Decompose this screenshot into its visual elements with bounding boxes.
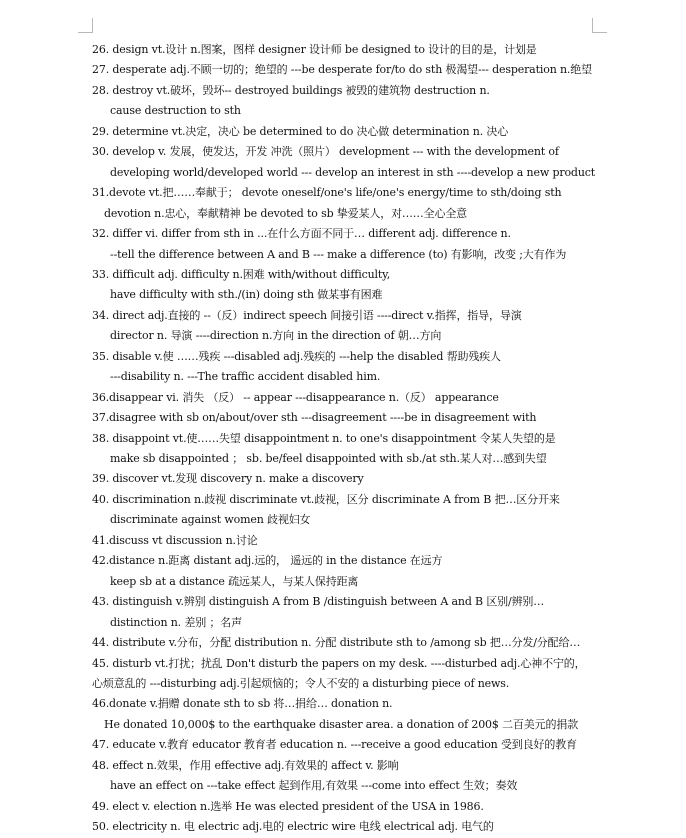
vocab-line: 50. electricity n. 电 electric adj.电的 electric wire 电线 electrical adj. 电气的 bbox=[92, 820, 494, 833]
crop-mark-top-left bbox=[78, 18, 93, 33]
vocab-line: 36.disappear vi. 消失 （反） -- appear ---disappearance n.（反） appearance bbox=[92, 391, 499, 404]
vocab-line: director n. 导演 ----direction n.方向 in the direction of 朝…方向 bbox=[110, 329, 442, 342]
crop-mark-top-right bbox=[592, 18, 607, 33]
vocab-line: 41.discuss vt discussion n.讨论 bbox=[92, 534, 258, 547]
vocab-line: He donated 10,000$ to the earthquake disaster area. a donation of 200$ 二百美元的捐款 bbox=[104, 718, 579, 731]
vocab-line: 29. determine vt.决定，决心 be determined to do 决心做 determination n. 决心 bbox=[92, 125, 509, 138]
vocab-line: 40. discrimination n.歧视 discriminate vt.歧视，区分 discriminate A from B 把…区分开来 bbox=[92, 493, 560, 506]
vocab-line: 44. distribute v.分布，分配 distribution n. 分配 distribute sth to /among sb 把…分发/分配给… bbox=[92, 636, 581, 649]
vocab-line: 30. develop v. 发展，使发达，开发 冲洗（照片） development --- with the development of bbox=[92, 145, 559, 158]
vocab-line: 28. destroy vt.破坏，毁坏-- destroyed buildings 被毁的建筑物 destruction n. bbox=[92, 84, 490, 97]
vocab-line: devotion n.忠心，奉献精神 be devoted to sb 挚爱某人，对……全心全意 bbox=[104, 207, 468, 220]
vocab-line: ---disability n. ---The traffic accident disabled him. bbox=[110, 370, 381, 383]
vocab-line: distinction n. 差别 ；名声 bbox=[110, 616, 242, 629]
vocab-line: 49. elect v. election n.选举 He was elected president of the USA in 1986. bbox=[92, 800, 484, 813]
vocab-line: --tell the difference between A and B --- make a difference (to) 有影响，改变 ;大有作为 bbox=[110, 248, 567, 261]
vocab-line: 34. direct adj.直接的 --（反）indirect speech 间接引语 ----direct v.指挥，指导，导演 bbox=[92, 309, 522, 322]
vocab-line: 33. difficult adj. difficulty n.困难 with/without difficulty, bbox=[92, 268, 391, 281]
vocab-line: 45. disturb vt.打扰；扰乱 Don't disturb the papers on my desk. ----disturbed adj.心神不宁的， bbox=[92, 657, 586, 670]
vocab-line: developing world/developed world --- develop an interest in sth ----develop a new product bbox=[110, 166, 596, 179]
vocab-line: 39. discover vt.发现 discovery n. make a discovery bbox=[92, 472, 364, 485]
vocab-line: 42.distance n.距离 distant adj.远的， 遥远的 in the distance 在远方 bbox=[92, 554, 443, 567]
vocab-line: have difficulty with sth./(in) doing sth 做某事有困难 bbox=[110, 288, 383, 301]
vocab-line: 47. educate v.教育 educator 教育者 education n. ---receive a good education 受到良好的教育 bbox=[92, 738, 577, 751]
vocab-line: 心烦意乱的 ---disturbing adj.引起烦恼的；令人不安的 a disturbing piece of news. bbox=[92, 677, 510, 690]
vocab-line: 46.donate v.捐赠 donate sth to sb 将…捐给… donation n. bbox=[92, 697, 393, 710]
vocab-line: 48. effect n.效果，作用 effective adj.有效果的 affect v. 影响 bbox=[92, 759, 399, 772]
vocab-line: 38. disappoint vt.使……失望 disappointment n. to one's disappointment 令某人失望的是 bbox=[92, 432, 556, 445]
vocab-line: 31.devote vt.把……奉献于； devote oneself/one's life/one's energy/time to sth/doing sth bbox=[92, 186, 562, 199]
vocab-line: cause destruction to sth bbox=[110, 104, 241, 117]
vocab-line: 37.disagree with sb on/about/over sth ---disagreement ----be in disagreement with bbox=[92, 411, 537, 424]
vocab-line: make sb disappointed ； sb. be/feel disappointed with sb./at sth.某人对…感到失望 bbox=[110, 452, 547, 465]
vocab-line: 26. design vt.设计 n.图案，图样 designer 设计师 be designed to 设计的目的是，计划是 bbox=[92, 43, 537, 56]
vocab-line: 35. disable v.使 ……残疾 ---disabled adj.残疾的 ---help the disabled 帮助残疾人 bbox=[92, 350, 501, 363]
vocab-line: discriminate against women 歧视妇女 bbox=[110, 513, 311, 526]
vocab-line: 32. differ vi. differ from sth in ...在什么方面不同于… different adj. difference n. bbox=[92, 227, 511, 240]
vocab-line: keep sb at a distance 疏远某人，与某人保持距离 bbox=[110, 575, 359, 588]
vocab-line: 27. desperate adj.不顾一切的；绝望的 ---be desperate for/to do sth 极渴望--- desperation n.绝望 bbox=[92, 63, 592, 76]
vocab-line: 43. distinguish v.辨别 distinguish A from B /distinguish between A and B 区别/辨别… bbox=[92, 595, 545, 608]
vocab-line: have an effect on ---take effect 起到作用,有效果 ---come into effect 生效；奏效 bbox=[110, 779, 518, 792]
